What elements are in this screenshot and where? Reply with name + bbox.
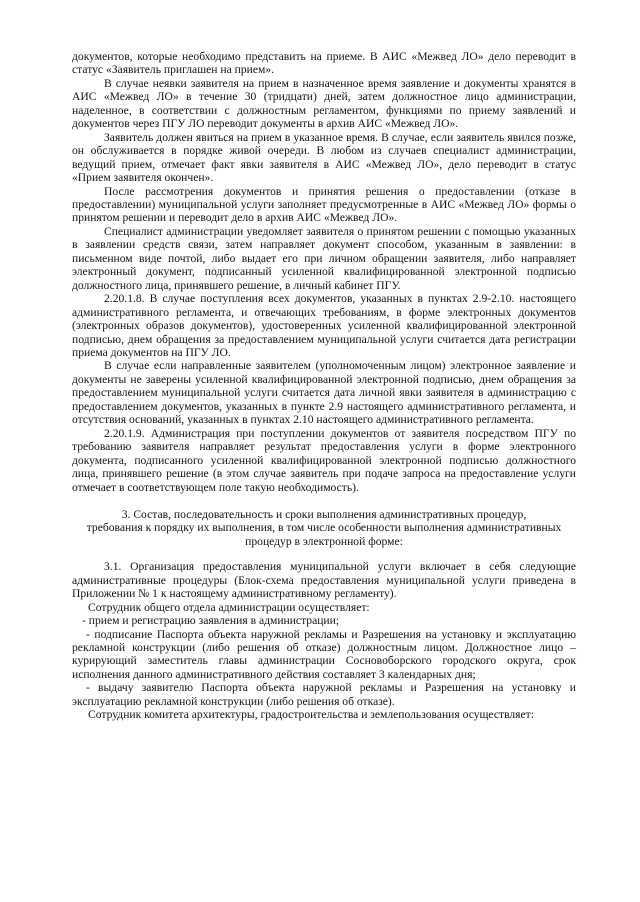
- section-3-heading-line2: требования к порядку их выполнения, в том числе особенности выполнения административных: [86, 521, 562, 535]
- paragraph-architecture-committee: Сотрудник комитета архитектуры, градостроительства и землепользования осуществляет:: [88, 708, 534, 722]
- list-item-signing: - подписание Паспорта объекта наружной рекламы и Разрешения на установку и эксплуатацию рекламной конструкции (либо решения об отказе) должностным лицом. Должностное лицо – курирующий заместитель главы администрации Сосновоборского городского округа, срок исполнения данного административного действия составляет 3 календарных дня;: [72, 627, 576, 681]
- section-3-heading-line1: 3. Состав, последовательность и сроки выполнения административных процедур,: [121, 507, 527, 521]
- list-item-registration: - прием и регистрацию заявления в администрации;: [82, 614, 340, 628]
- paragraph-appointment: Заявитель должен явиться на прием в указанное время. В случае, если заявитель явился позже, он обслуживается в порядке живой очереди. В любом из случаев специалист администрации, ведущий прием, отмечает факт явки заявителя в АИС «Межвед ЛО», дело переводит в статус «Прием заявителя окончен».: [72, 130, 576, 185]
- paragraph-general-dept: Сотрудник общего отдела администрации осуществляет:: [88, 600, 370, 614]
- paragraph-continuation: документов, которые необходимо представить на приеме. В АИС «Межвед ЛО» дело переводит в статус «Заявитель приглашен на прием».: [72, 50, 576, 77]
- paragraph-2-20-1-8: 2.20.1.8. В случае поступления всех документов, указанных в пунктах 2.9-2.10. настоящего административного регламента, и отвечающих требованиям, в форме электронных документов (электронных образов документов), удостоверенных усиленной квалифицированной электронной подписью, днем обращения за предоставлением муниципальной услуги считается дата регистрации приема документов на ПГУ ЛО.: [72, 292, 576, 359]
- section-3-heading-line3: процедур в электронной форме:: [245, 534, 403, 548]
- paragraph-notification: Специалист администрации уведомляет заявителя о принятом решении с помощью указанных в заявлении средств связи, затем направляет документ способом, указанным в заявлении: в письменном виде почтой, либо выдает его при личном обращении заявителя, либо направляет электронный документ, подписанный усиленной квалифицированной электронной подписью должностного лица, принявшего решение, в личный кабинет ПГУ.: [72, 224, 576, 292]
- paragraph-2-20-1-9: 2.20.1.9. Администрация при поступлении документов от заявителя посредством ПГУ по требованию заявителя направляет результат предоставления услуги в форме электронного документа, подписанного усиленной квалифицированной электронной подписью должностного лица, принявшего решение (в этом случае заявитель при подаче запроса на предоставление услуги отмечает в соответствующем поле такую необходимость).: [72, 426, 576, 494]
- spacer: [72, 548, 576, 560]
- list-item-issuance: - выдачу заявителю Паспорта объекта наружной рекламы и Разрешения на установку и эксплуатацию рекламной конструкции (либо решения об отказе).: [72, 681, 576, 708]
- paragraph-decision: После рассмотрения документов и принятия решения о предоставлении (отказе в предоставлении) муниципальной услуги заполняет предусмотренные в АИС «Межвед ЛО» формы о принятом решении и переводит дело в архив АИС «Межвед ЛО».: [72, 184, 576, 225]
- spacer: [72, 494, 576, 508]
- paragraph-3-1: 3.1. Организация предоставления муниципальной услуги включает в себя следующие административные процедуры (Блок-схема предоставления муниципальной услуги приведена в Приложении № 1 к настоящему административному регламенту).: [72, 560, 576, 601]
- paragraph-no-show: В случае неявки заявителя на прием в назначенное время заявление и документы хранятся в АИС «Межвед ЛО» в течение 30 (тридцати) дней, затем должностное лицо администрации, наделенное, в соответствии с должностным регламентом, функциями по приему заявлений и документов через ПГУ ЛО переводит документы в архив АИС «Межвед ЛО».: [72, 76, 576, 131]
- paragraph-unsigned-docs: В случае если направленные заявителем (уполномоченным лицом) электронное заявление и документы не заверены усиленной квалифицированной электронной подписью, днем обращения за предоставлением муниципальной услуги считается дата личной явки заявителя в администрацию с предоставлением документов, указанных в пункте 2.9 настоящего административного регламента, и отсутствия оснований, указанных в пунктах 2.10 настоящего административного регламента.: [72, 359, 576, 427]
